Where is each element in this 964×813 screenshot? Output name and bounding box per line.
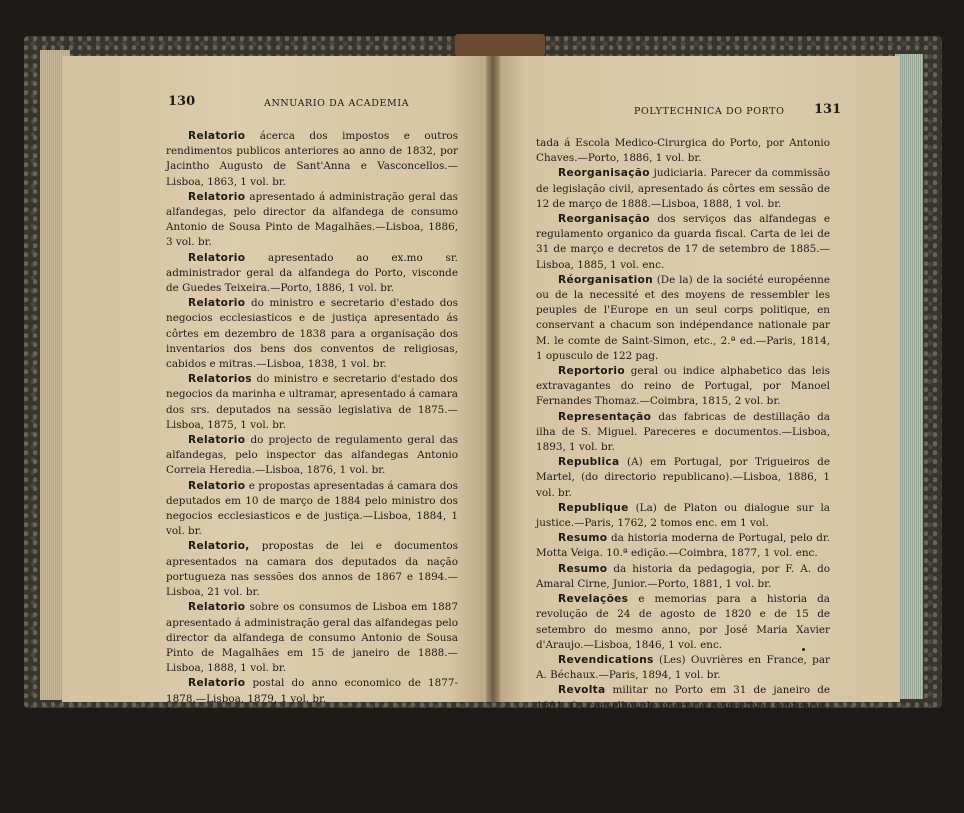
catalog-entry <box>536 729 830 759</box>
catalog-entry <box>536 531 830 561</box>
entry-text: das immundicias. Estudo sobre os diversos systemas adoptados nas principaes cidades da Europa e sua applicação á cidade do Porto. Dissertação inaugural apresen- <box>166 753 458 811</box>
entry-text: (Les) Ouvrières en France, par A. Béchaux.—Paris, 1894, 1 vol. br. <box>536 653 830 682</box>
entry-keyword: Revolta <box>558 684 606 697</box>
entry-text: geral ou indice alphabetico das leis extravagantes do reino de Portugal, por Manoel Fernandes Thomaz.—Coimbra, 1815, 2 vol. br. <box>536 365 830 408</box>
left-page <box>62 56 492 811</box>
entry-text: ácerca dos impostos e outros rendimentos publicos anteriores ao anno de 1832, por Jacintho Augusto de Sant'Anna e Vasconcellos.—Lisboa, 1863, 1 vol. br. <box>166 130 458 188</box>
catalog-entry <box>166 539 458 600</box>
entry-keyword: Republique <box>558 501 629 514</box>
catalog-entry <box>166 190 458 251</box>
entry-text: do projecto de regulamento geral das alfandegas, pelo inspector das alfandegas Antonio Correia Heredia.—Lisboa, 1876, 1 vol. br. <box>166 434 458 477</box>
right-page-body <box>536 136 830 759</box>
catalog-entry <box>166 296 458 372</box>
catalog-entry <box>536 455 830 501</box>
catalog-entry <box>536 592 830 653</box>
gutter <box>486 56 500 702</box>
entry-text: do ministro e secretario d'estado dos negocios ecclesiasticos e de justiça apresentado ás côrtes em dezembro de 1838 para a organisação dos inventarios dos bens dos conventos de religiosas, cabidos e mitras.—Lisboa, 1838, 1 vol. br. <box>166 297 458 371</box>
catalog-entry <box>536 653 830 683</box>
entry-keyword: Relatorio <box>188 130 246 142</box>
entry-keyword: Remoção <box>188 753 245 766</box>
entry-text: judiciaria. Parecer da commissão de legislação civil, apresentado ás côrtes em sessão de 12 de março de 1888.—Lisboa, 1888, 1 vol. br. <box>536 167 830 210</box>
entry-keyword: Reportorio <box>558 365 625 378</box>
entry-keyword: Relatorio <box>188 707 246 720</box>
catalog-entry <box>166 129 458 190</box>
catalog-entry <box>166 479 458 540</box>
catalog-entry <box>166 600 458 676</box>
entry-text: de viagem entre Bailundo e as terras do Mucusso, por Paiva Conceiro.—Lisboa, 1892, 1 vol. br. <box>166 707 458 751</box>
entry-text: militar no Porto em 31 de janeiro de 1891. Os conselhos de guerra e respectivas sentenças.—Porto, 1891, 1 vol. br. <box>536 684 830 727</box>
entry-text: dos serviços das alfandegas e regulamento organico da guarda fiscal. Carta de lei de 31 de março e decretos de 17 de setembro de 1885.—Lisboa, 1885, 1 vol. enc. <box>536 213 830 271</box>
entry-text: sobre os consumos de Lisboa em 1887 apresentado á administração geral das alfandegas pelo director da alfandega de consumo Antonio de Sousa Pinto de Magalhães em 15 de janeiro de 1888.—Lisboa, 1888, 1 vol. br. <box>166 601 458 675</box>
entry-text: e propostas apresentadas á camara dos deputados em 10 de março de 1884 pelo ministro dos negocios ecclesiasticos e de justiça.—Lisboa, 1884, 1 vol. br. <box>166 479 458 538</box>
entry-keyword: Reorganisação <box>558 213 650 226</box>
entry-keyword: Republica <box>558 456 620 469</box>
right-page <box>494 56 900 758</box>
entry-text: (A) em Portugal, por Trigueiros de Martel, (do directorio republicano).—Lisboa, 1886, 1 vol. br. <box>536 456 830 499</box>
entry-keyword: Relatorio <box>188 434 246 447</box>
entry-text: da historia da pedagogia, por F. A. do Amaral Cirne, Junior.—Porto, 1881, 1 vol. br. <box>536 562 830 590</box>
catalog-entry <box>166 752 458 813</box>
entry-keyword: Relatorio, <box>188 540 250 553</box>
entry-text: (La) de Platon ou dialogue sur la justice.—Paris, 1762, 2 tomos enc. em 1 vol. <box>536 501 830 530</box>
catalog-entry <box>166 433 458 479</box>
entry-keyword: Relatorio <box>188 601 246 614</box>
ink-dot <box>802 648 805 651</box>
catalog-entry <box>166 676 458 706</box>
entry-keyword: Reorganisação <box>558 167 650 180</box>
entry-text: apresentado ao ex.mo sr. administrador geral da alfandega do Porto, visconde de Guedes Teixeira.—Porto, 1886, 1 vol. br. <box>166 251 458 295</box>
catalog-entry <box>536 683 830 729</box>
entry-text: apresentado á administração geral das alfandegas, pelo director da alfandega de consumo Antonio de Sousa Pinto de Magalhães.—Lisboa, 1886, 3 vol. br. <box>166 190 458 249</box>
left-page-body <box>166 129 458 813</box>
entry-text: propostas de lei e documentos apresentados na camara dos deputados da nação portugueza nas sessões dos annos de 1867 e 1894.—Lisboa, 21 vol. br. <box>166 540 458 599</box>
entry-keyword: Relatorio <box>188 677 246 690</box>
book-spine <box>455 34 545 56</box>
entry-keyword: Révolution <box>558 729 626 742</box>
catalog-entry <box>536 212 830 273</box>
page-number: 130 <box>168 94 196 109</box>
entry-text: da historia moderna de Portugal, pelo dr. Motta Veiga. 10.ª edição.—Coimbra, 1877, 1 vol. enc. <box>536 532 830 560</box>
catalog-entry <box>536 166 830 212</box>
entry-keyword: Relatorio <box>188 297 246 310</box>
page-number: 131 <box>814 102 842 117</box>
entry-keyword: Réorganisation <box>558 273 653 286</box>
entry-keyword: Resumo <box>558 562 608 575</box>
running-head: ANNUARIO DA ACADEMIA <box>264 98 410 109</box>
entry-text: do ministro e secretario d'estado dos negocios da marinha e ultramar, apresentado á camara dos srs. deputados na sessão legislativa de 1875.—Lisboa, 1875, 1 vol. br. <box>166 373 458 431</box>
entry-text: postal do anno economico de 1877-1878.—Lisboa, 1879, 1 vol. br. <box>166 677 458 705</box>
running-head: POLYTECHNICA DO PORTO <box>634 106 785 117</box>
catalog-entry <box>536 410 830 456</box>
entry-keyword: Relatorio <box>188 479 246 492</box>
entry-text: (Une) en économie politique. Exposé des <box>536 729 830 758</box>
entry-keyword: Relatorios <box>188 373 252 386</box>
entry-text: e memorias para a historia da revolução de 24 de agosto de 1820 e de 15 de setembro do mesmo anno, por José Maria Xavier d'Araujo.—Lisboa, 1846, 1 vol. enc. <box>536 593 830 651</box>
entry-text: das fabricas de destillação da ilha de S. Miguel. Pareceres e documentos.—Lisboa, 1893, 1 vol. br. <box>536 410 830 454</box>
entry-keyword: Relatorio <box>188 251 246 264</box>
catalog-entry <box>536 273 830 364</box>
catalog-entry <box>536 562 830 592</box>
entry-keyword: Representação <box>558 410 652 423</box>
catalog-entry <box>166 372 458 433</box>
entry-keyword: Relatorio <box>188 190 246 203</box>
continuation-text: tada á Escola Medico-Cirurgica do Porto, por Antonio Chaves.—Porto, 1886, 1 vol. br. <box>536 137 830 165</box>
entry-keyword: Revendications <box>558 653 654 666</box>
entry-keyword: Resumo <box>558 532 608 545</box>
entry-text: (De la) de la société européenne ou de la necessité et des moyens de ressembler les peuples de l'Europe en un seul corps politique, en conservant a chacum son indépendance nationale par M. le comte de Saint-Simon, etc., 2.ª ed.—Paris, 1814, 1 opusculo de 122 pag. <box>536 273 830 362</box>
catalog-entry <box>536 501 830 531</box>
catalog-entry <box>166 251 458 297</box>
catalog-entry <box>166 707 458 753</box>
catalog-entry <box>536 364 830 410</box>
entry-keyword: Revelações <box>558 593 629 606</box>
